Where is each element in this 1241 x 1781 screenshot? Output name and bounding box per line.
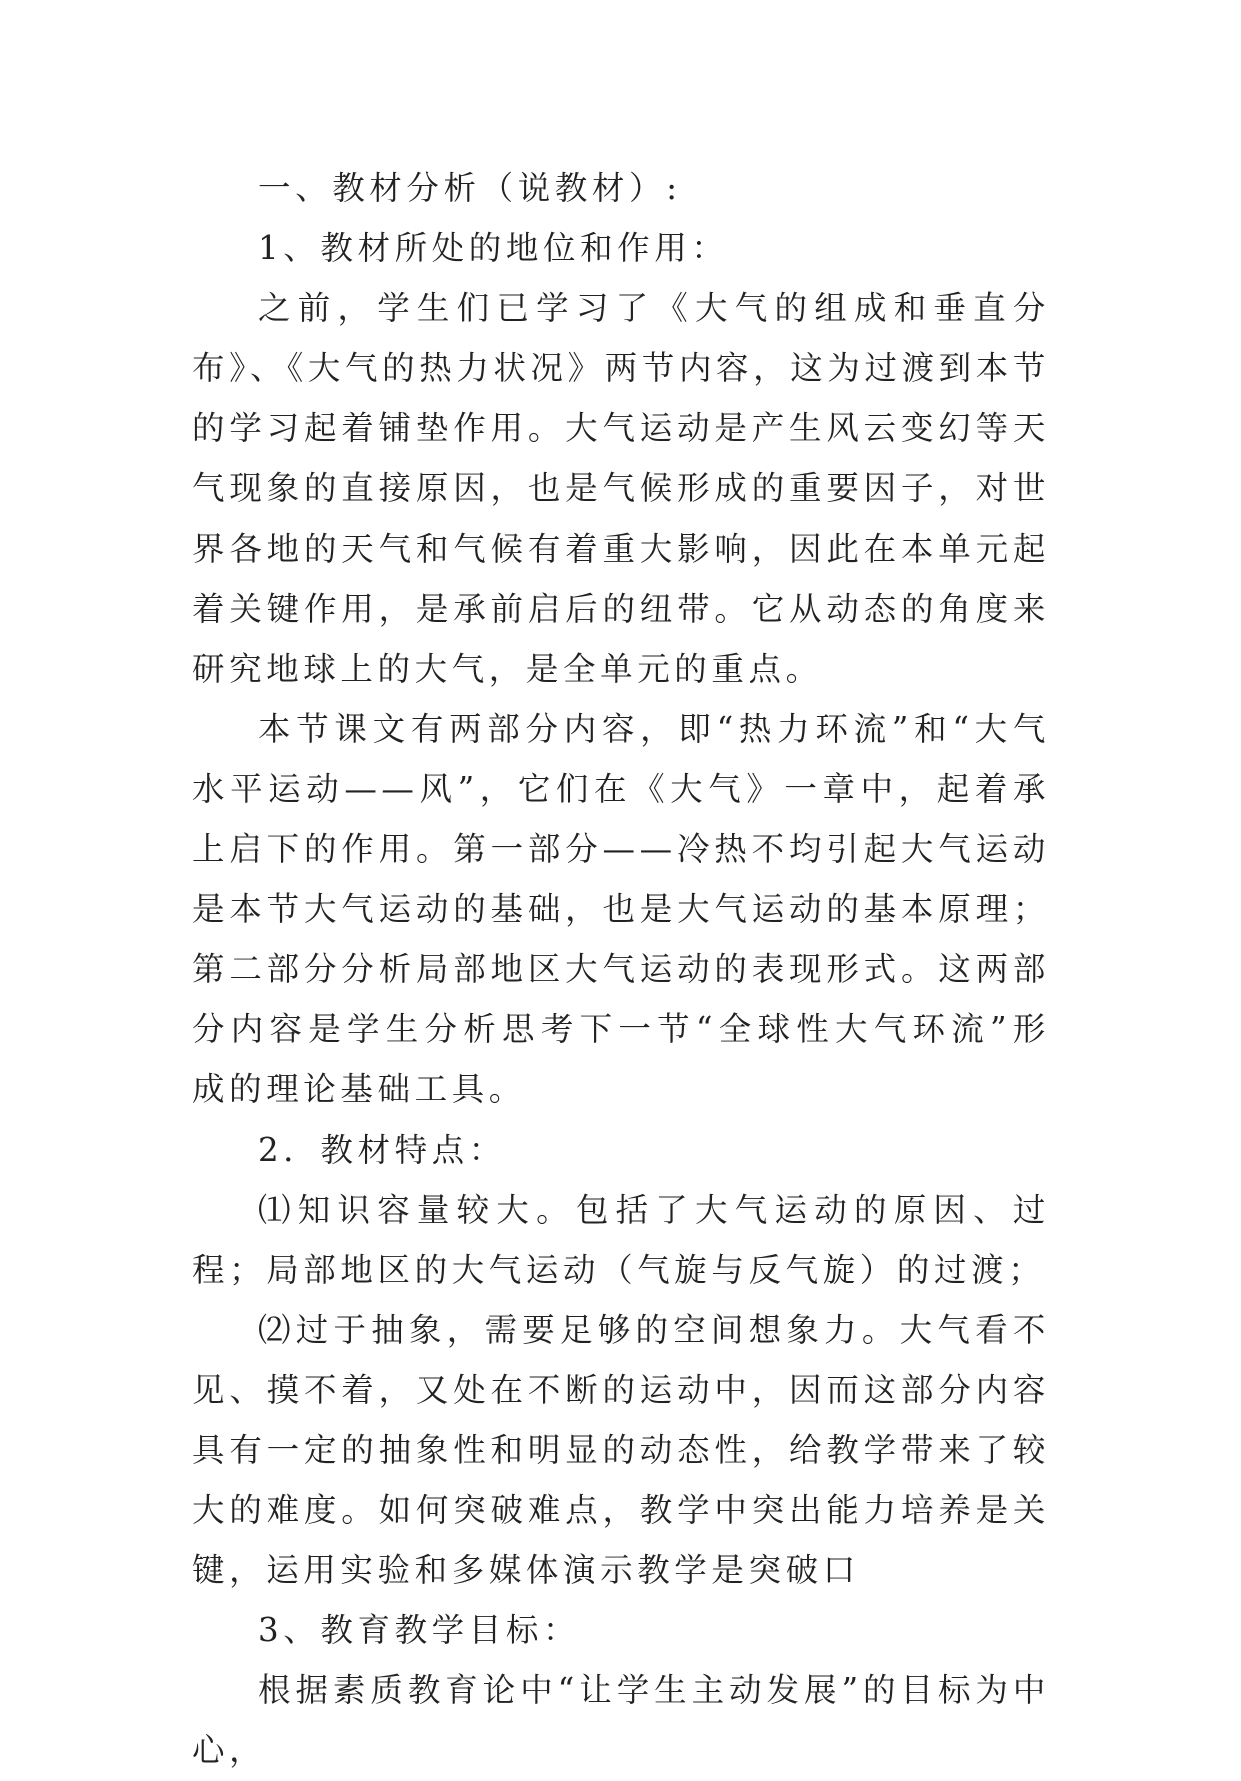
subsection-heading-position-and-role: 1、教材所处的地位和作用：: [258, 229, 729, 268]
subsection-heading-teaching-objectives: 3、教育教学目标：: [258, 1611, 581, 1650]
paragraph-lesson-content: 本节课文有两部分内容，即“热力环流”和“大气水平运动——风”，它们在《大气》一章中，起着承上启下的作用。第一部分——冷热不均引起大气运动是本节大气运动的基础，也是大气运动的基本原理；第二部分分析局部地区大气运动的表现形式。这两部分内容是学生分析思考下一节“全球性大气环流”形成的理论基础工具。: [192, 709, 1050, 1109]
paragraph-feature-1: ⑴知识容量较大。包括了大气运动的原因、过程；局部地区的大气运动（气旋与反气旋）的过渡；: [192, 1190, 1050, 1289]
paragraph-teaching-objectives: 根据素质教育论中“让学生主动发展”的目标为中心，: [192, 1671, 1050, 1770]
paragraph-position-and-role: 之前，学生们已学习了《大气的组成和垂直分布》、《大气的热力状况》两节内容，这为过渡到本节的学习起着铺垫作用。大气运动是产生风云变幻等天气现象的直接原因，也是气候形成的重要因子，对世界各地的天气和气候有着重大影响，因此在本单元起着关键作用，是承前启后的纽带。它从动态的角度来研究地球上的大气，是全单元的重点。: [192, 289, 1050, 688]
subsection-heading-textbook-features: 2．教材特点：: [258, 1130, 506, 1169]
section-heading-textbook-analysis: 一、教材分析（说教材）:: [258, 169, 682, 207]
paragraph-feature-2: ⑵过于抽象，需要足够的空间想象力。大气看不见、摸不着，又处在不断的运动中，因而这部分内容具有一定的抽象性和明显的动态性，给教学带来了较大的难度。如何突破难点，教学中突出能力培养是关键，运用实验和多媒体演示教学是突破口: [192, 1310, 1050, 1590]
document-body: [192, 158, 1050, 1781]
